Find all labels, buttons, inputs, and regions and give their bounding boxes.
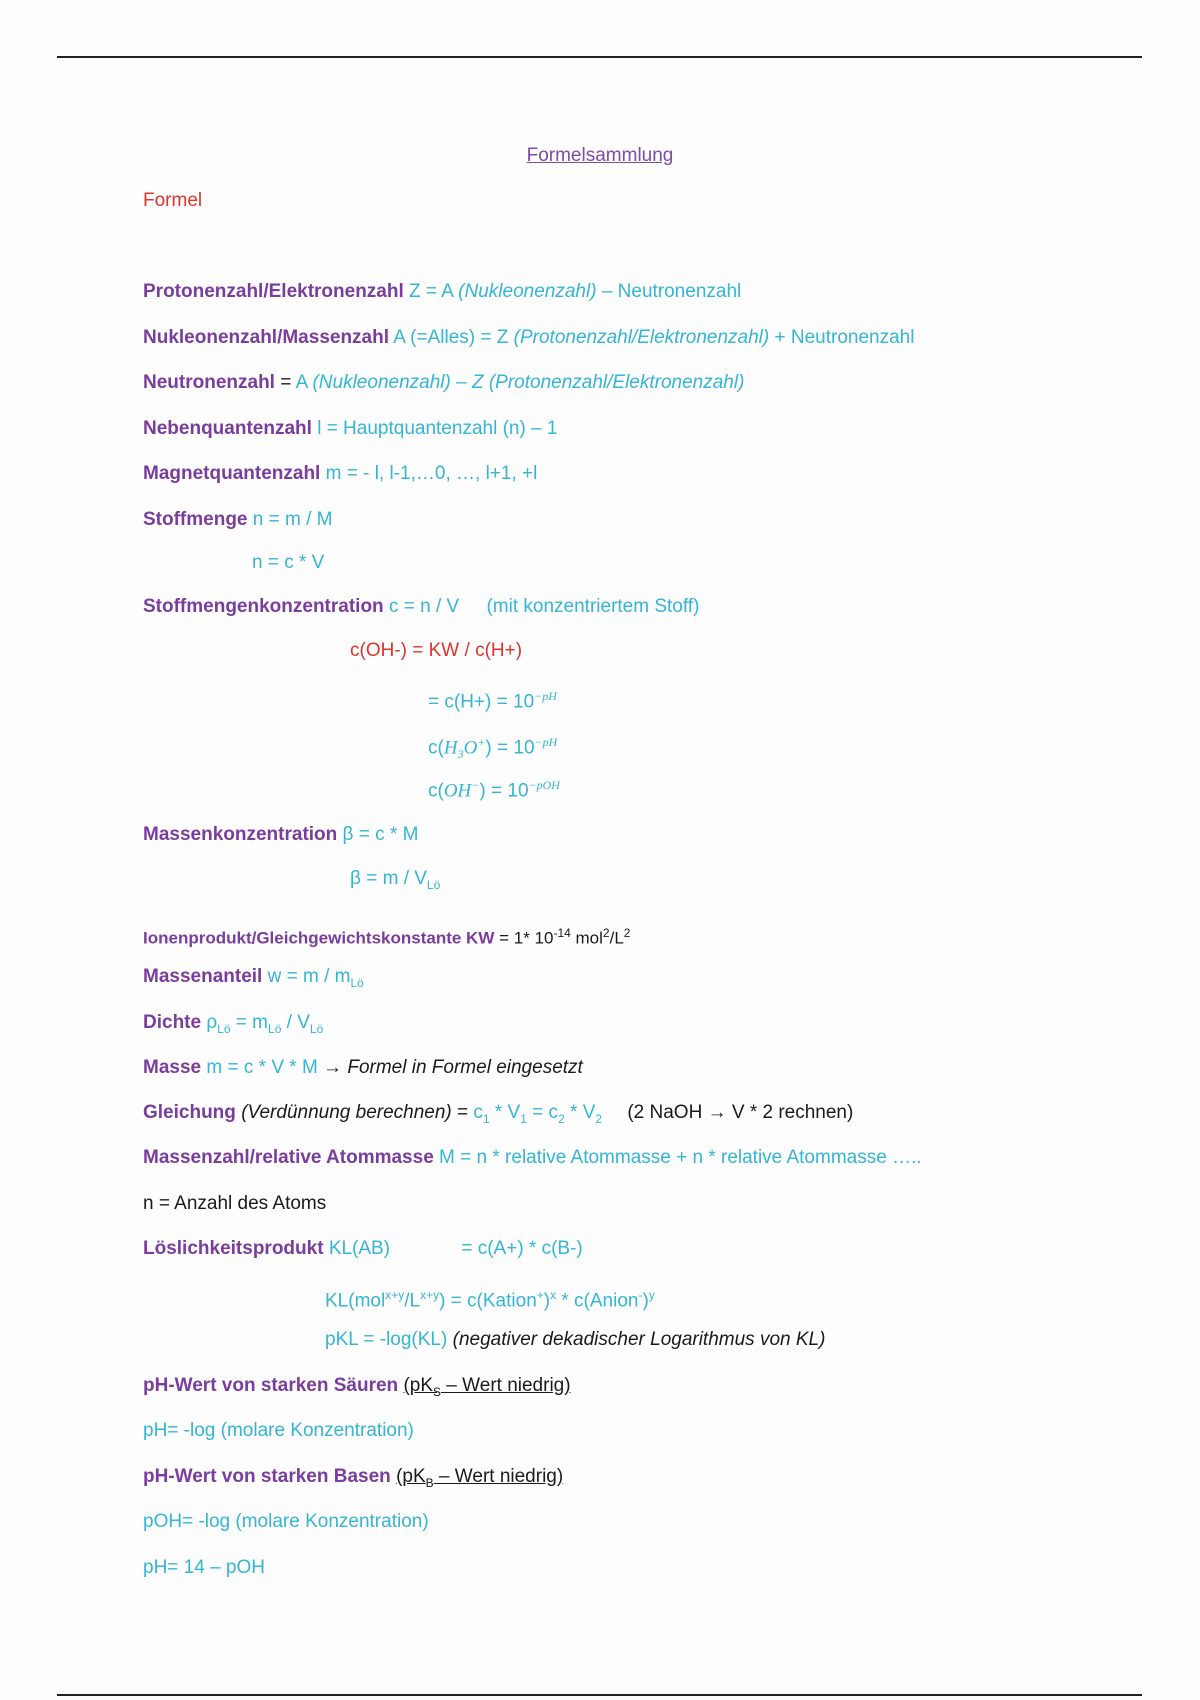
formula-poh-log: pOH= -log (molare Konzentration) [143,1511,429,1532]
formula-dichte: Dichte $\rho_{Lö} = m_{Lö} / V_{Lö}$ [143,1012,324,1036]
formula-stoffmenge-alt: n = c * V [252,552,325,573]
formula-protonenzahl: Protonenzahl/Elektronenzahl Z = A (Nukleonenzahl) – Neutronenzahl [143,281,742,302]
formula-massenanteil: Massenanteil $w = m / m_{Lö}$ [143,966,364,990]
formula-magnetquantenzahl: Magnetquantenzahl m = - l, l-1,…0, …, l+1, +l [143,463,538,484]
formula-massenkonzentration: Massenkonzentration β = c * M [143,824,419,845]
heading-ph-basen: pH-Wert von starken Basen ($pK_B$ – Wert niedrig) [143,1466,564,1490]
formula-ionenprodukt: Ionenprodukt/Gleichgewichtskonstante KW = 1* $10^{-14}$ $mol^2/L^2$ [143,926,631,948]
heading-ph-saeuren: pH-Wert von starken Säuren ($pK_S$ – Wert niedrig) [143,1375,571,1399]
formula-kl-units: $KL(mol^{x+y}/L^{x+y})$ = c(Kation+)$^x$ * c(Anion-)$^y$ [325,1288,655,1312]
formula-stoffmenge: Stoffmenge n = m / M [143,509,333,530]
formula-massenzahl: Massenzahl/relative Atommasse M = n * relative Atommasse + n * relative Atommasse ….. [143,1147,922,1168]
page-title: Formelsammlung [526,145,674,166]
bottom-rule [57,1694,1142,1696]
formula-c-h: = $c(H+) = 10^{-pH}$ [428,689,557,713]
formula-ph-14: pH= 14 – pOH [143,1557,265,1578]
formula-pkl: pKL = -log(KL) (negativer dekadischer Logarithmus von KL) [325,1329,826,1350]
formula-ph-log: pH= -log (molare Konzentration) [143,1420,414,1441]
formula-c-oh-poh: $c(OH^-) = 10^{-pOH}$ [428,778,560,802]
formula-stoffmengenkonzentration: Stoffmengenkonzentration c = n / V (mit konzentriertem Stoff) [143,596,700,617]
formula-beta-alt: $\beta = m / V_{Lö}$ [350,868,441,892]
top-rule [57,56,1142,58]
formula-nebenquantenzahl: Nebenquantenzahl l = Hauptquantenzahl (n) – 1 [143,418,558,439]
formula-nukleonenzahl: Nukleonenzahl/Massenzahl A (=Alles) = Z (Protonenzahl/Elektronenzahl) + Neutronenzahl [143,327,915,348]
formula-c-h3o: $c(H_3O^+) = 10^{-pH}$ [428,735,558,762]
formula-masse: Masse m = c * V * M → Formel in Formel eingesetzt [143,1057,583,1078]
formula-neutronenzahl: Neutronenzahl = A (Nukleonenzahl) – Z (Protonenzahl/Elektronenzahl) [143,372,745,393]
note-anzahl-atoms: n = Anzahl des Atoms [143,1193,327,1214]
formula-c-oh: c(OH-) = KW / c(H+) [350,640,523,661]
subheading: Formel [143,190,203,211]
formula-loeslichkeitsprodukt: Löslichkeitsprodukt KL(AB) = c(A+) * c(B-) [143,1238,583,1259]
formula-gleichung: Gleichung (Verdünnung berechnen) = $c_1 * V_1 = c_2 * V_2$ (2 NaOH → V * 2 rechnen) [143,1102,854,1126]
